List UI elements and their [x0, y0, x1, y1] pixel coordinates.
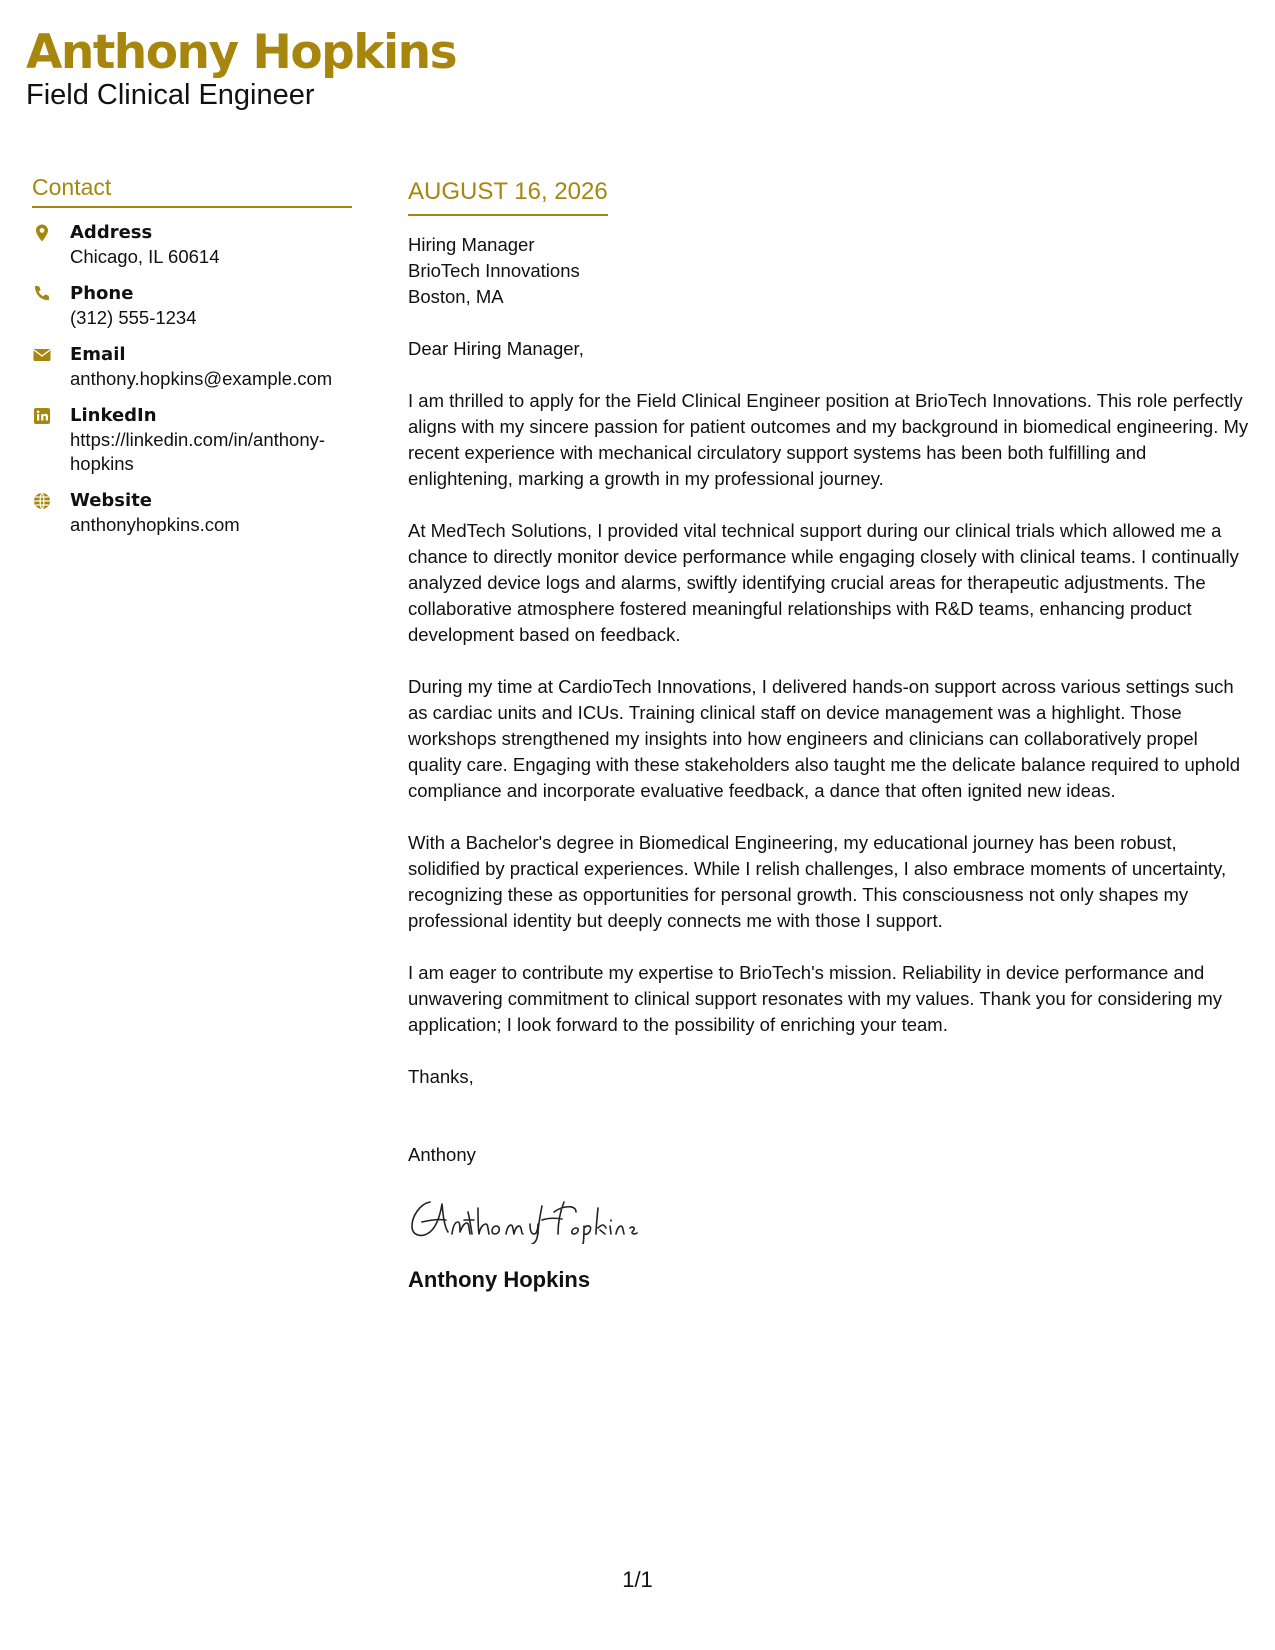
contact-label: Phone: [70, 283, 134, 304]
contact-value: anthonyhopkins.com: [70, 514, 240, 535]
recipient-line: Boston, MA: [408, 286, 504, 307]
contact-website: [32, 489, 352, 537]
contact-linkedin: [32, 404, 352, 476]
job-title: Field Clinical Engineer: [26, 79, 315, 111]
map-pin-icon: [32, 223, 52, 243]
phone-icon: [32, 284, 52, 304]
letter-paragraph: During my time at CardioTech Innovations, I delivered hands-on support across various settings such as cardiac units and ICUs. Training clinical staff on device management was a highlight. Those workshops strengthened my insights into how engineers and clinicians can collaboratively propel quality care. Engaging with these stakeholders also taught me the delicate balance required to uphold compliance and incorporate evaluative feedback, a dance that often ignited new ideas.: [408, 676, 1241, 801]
contact-heading: Contact: [32, 172, 352, 208]
linkedin-icon: [32, 406, 52, 426]
contact-label: Address: [70, 222, 153, 243]
salutation: Dear Hiring Manager,: [408, 338, 584, 359]
letter-body: [408, 176, 1250, 1294]
envelope-icon: [32, 345, 52, 365]
recipient-line: Hiring Manager: [408, 234, 535, 255]
letter-paragraph: With a Bachelor's degree in Biomedical Engineering, my educational journey has been robust, solidified by practical experiences. While I relish challenges, I also embrace moments of uncertainty, recognizing these as opportunities for personal growth. This consciousness not only shapes my professional identity but deeply connects me with those I support.: [408, 832, 1227, 931]
page-number: 1/1: [622, 1567, 653, 1592]
contact-address: [32, 221, 352, 269]
letter-paragraph: At MedTech Solutions, I provided vital technical support during our clinical trials which allowed me a chance to directly monitor device performance while engaging closely with clinical teams. I continually analyzed device logs and alarms, swiftly identifying crucial areas for therapeutic adjustments. The collaborative atmosphere fostered meaningful relationships with R&D teams, enhancing product development based on feedback.: [408, 520, 1239, 645]
contact-value: anthony.hopkins@example.com: [70, 368, 333, 389]
resume-header: [26, 22, 456, 112]
contact-label: Email: [70, 344, 126, 365]
closing: Thanks,: [408, 1066, 474, 1087]
applicant-name: Anthony Hopkins: [26, 25, 457, 80]
letter-paragraph: I am eager to contribute my expertise to BrioTech's mission. Reliability in device performance and unwavering commitment to clinical support resonates with my values. Thank you for considering my application; I look forward to the possibility of enriching your team.: [408, 962, 1223, 1035]
contact-sidebar: [32, 172, 352, 537]
printed-name: Anthony Hopkins: [408, 1267, 591, 1292]
contact-value: Chicago, IL 60614: [70, 246, 220, 267]
letter-paragraph: I am thrilled to apply for the Field Clinical Engineer position at BrioTech Innovations. This role perfectly aligns with my sincere passion for patient outcomes and my background in biomedical engineering. My recent experience with mechanical circulatory support systems has been both fulfilling and enlightening, marking a growth in my professional journey.: [408, 390, 1249, 489]
letter-date: AUGUST 16, 2026: [408, 176, 608, 216]
contact-phone: [32, 282, 352, 330]
contact-label: Website: [70, 490, 153, 511]
globe-icon: [32, 491, 52, 511]
contact-label: LinkedIn: [70, 405, 157, 426]
recipient-line: BrioTech Innovations: [408, 260, 580, 281]
contact-value: (312) 555-1234: [70, 307, 197, 328]
handwritten-signature: [408, 1190, 1250, 1244]
signoff-name: Anthony: [408, 1144, 476, 1165]
contact-value: https://linkedin.com/in/anthony-hopkins: [70, 429, 326, 474]
recipient-block: [408, 232, 1250, 310]
contact-email: [32, 343, 352, 391]
